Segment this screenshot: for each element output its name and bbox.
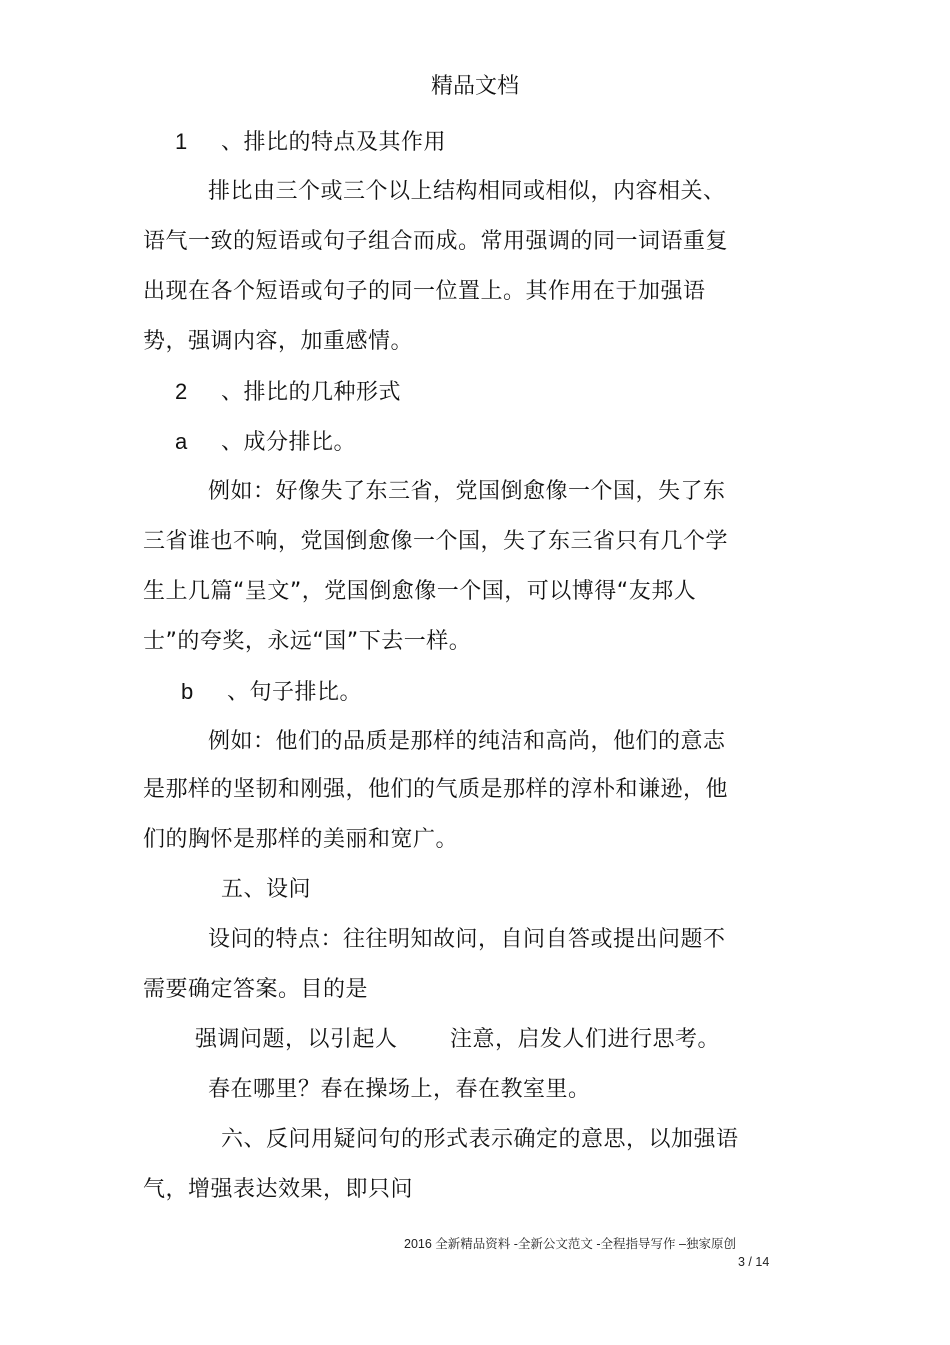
paragraph-3-line-3: 们的胸怀是那样的美丽和宽广。 [143,827,459,852]
list-item-b-text: 、句子排比。 [227,680,363,705]
list-item-a [175,427,356,458]
paragraph-4-line-2: 需要确定答案。目的是 [143,977,369,1002]
list-letter-a: a [175,429,188,454]
paragraph-1-line-1: 排比由三个或三个以上结构相同或相似，内容相关、 [208,179,726,204]
section-6-line-1: 六、反问用疑问句的形式表示确定的意思，以加强语 [221,1127,739,1152]
list-item-a-text: 、成分排比。 [221,430,357,455]
page-header-title: 精品文档 [430,74,519,99]
paragraph-5-line-1: 春在哪里？春在操场上，春在教室里。 [208,1077,591,1102]
paragraph-4-line-3a: 强调问题，以引起人 [195,1027,398,1052]
list-number-2: 2 [175,379,188,404]
list-letter-b: b [181,679,194,704]
paragraph-1-line-2: 语气一致的短语或句子组合而成。常用强调的同一词语重复 [143,229,729,254]
list-item-1-text: 、排比的特点及其作用 [221,130,447,155]
list-item-1 [175,127,446,158]
list-item-b [181,677,362,708]
paragraph-2-line-4: 士”的夸奖，永远“国”下去一样。 [143,629,472,654]
paragraph-2-line-3: 生上几篇“呈文”，党国倒愈像一个国，可以博得“友邦人 [143,579,697,604]
paragraph-4-line-3b: 注意，启发人们进行思考。 [450,1027,721,1052]
list-item-2 [175,377,401,408]
footer-note: 2016 全新精品资料 -全新公文范文 -全程指导写作 –独家原创 [404,1237,736,1251]
list-number-1: 1 [175,129,188,154]
list-item-2-text: 、排比的几种形式 [221,380,402,405]
footer-page-number: 3 / 14 [738,1255,770,1269]
paragraph-4-line-1: 设问的特点：往往明知故问，自问自答或提出问题不 [208,927,726,952]
paragraph-1-line-4: 势，强调内容，加重感情。 [143,329,414,354]
paragraph-2-line-1: 例如：好像失了东三省，党国倒愈像一个国，失了东 [208,479,726,504]
paragraph-1-line-3: 出现在各个短语或句子的同一位置上。其作用在于加强语 [143,279,706,304]
paragraph-3-line-1: 例如：他们的品质是那样的纯洁和高尚，他们的意志 [208,729,726,754]
section-5-title: 五、设问 [221,877,312,902]
section-6-line-2: 气，增强表达效果，即只问 [143,1177,414,1202]
paragraph-2-line-2: 三省谁也不响，党国倒愈像一个国，失了东三省只有几个学 [143,529,729,554]
paragraph-3-line-2: 是那样的坚韧和刚强，他们的气质是那样的淳朴和谦逊，他 [143,777,729,802]
